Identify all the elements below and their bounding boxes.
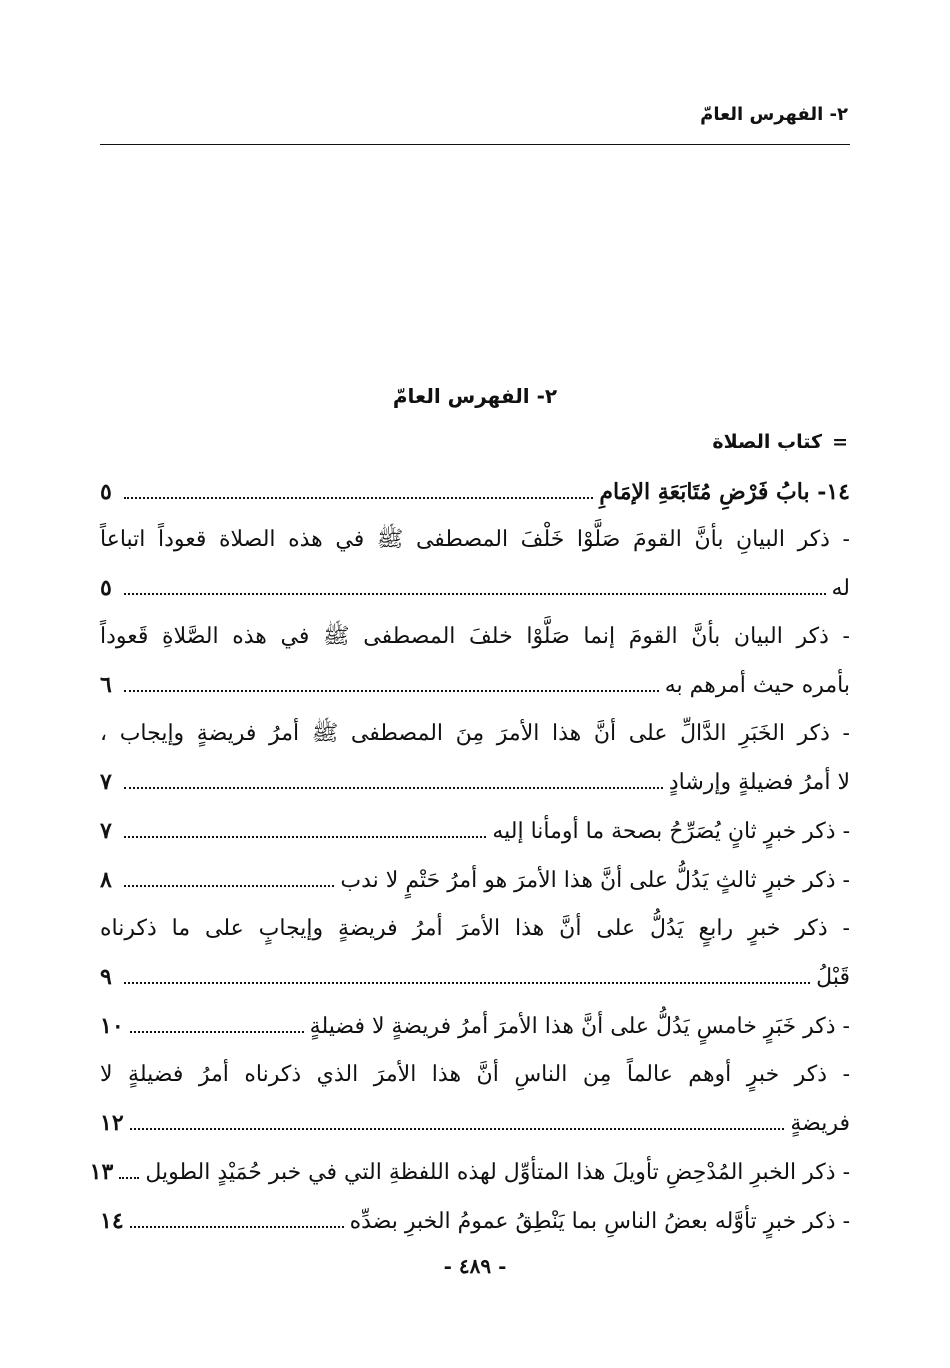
toc-entry-text: - ذكر خَبَرٍ خامسٍ يَدُلُّ على أنَّ هذا الأمرَ أمرُ فريضةٍ لا فضيلةٍ bbox=[309, 1014, 850, 1039]
toc-entry-text: ١٤- بابُ فَرْضِ مُتَابَعَةِ الإمَامِ bbox=[599, 479, 850, 505]
toc-page-number: ٧ bbox=[100, 769, 112, 795]
toc-entry-text: - ذكر البيان بأنَّ القومَ إنما صَلَّوْا خلفَ المصطفى ﷺ في هذه الصَّلاةِ قَعوداً bbox=[100, 624, 850, 649]
toc-entry-text: - ذكر خبرٍ تأوَّله بعضُ الناسِ بما يَنْطِقُ عمومُ الخبرِ بضدِّه bbox=[349, 1209, 850, 1234]
toc-entry[interactable] bbox=[100, 807, 850, 856]
toc-entry-continuation: فريضةٍ bbox=[790, 1111, 850, 1136]
book-heading-title: كتاب الصلاة bbox=[712, 431, 823, 453]
dot-leader bbox=[130, 1128, 785, 1130]
toc-entry-text: - ذكر الخَبَرِ الدَّالِّ على أنَّ هذا الأمرَ مِنَ المصطفى ﷺ أمرُ فريضةٍ وإيجاب ، bbox=[100, 721, 850, 746]
toc-entry-text: - ذكر البيانِ بأنَّ القومَ صَلَّوْا خَلْفَ المصطفى ﷺ في هذه الصلاة قعوداً اتباعاً bbox=[100, 527, 850, 552]
toc-entry-text: - ذكر خبرٍ أوهم عالماً مِن الناسِ أنَّ هذا الأمرَ الذي ذكرناه أمرُ فضيلةٍ لا bbox=[100, 1062, 851, 1087]
dot-leader bbox=[124, 593, 826, 595]
page-folio: - ٤٨٩ - bbox=[443, 1254, 507, 1278]
toc-page-number: ٨ bbox=[100, 867, 112, 893]
toc-entry-text: - ذكر خبرٍ رابعٍ يَدُلُّ على أنَّ هذا الأمرَ أمرُ فريضةٍ وإيجابٍ على ما ذكرناه bbox=[100, 916, 850, 941]
toc-entry-continuation: له bbox=[831, 576, 850, 601]
book-heading bbox=[712, 428, 848, 456]
toc-page-number: ٩ bbox=[100, 964, 112, 990]
toc-entry[interactable] bbox=[100, 613, 850, 710]
section-title: ٢- الفهرس العامّ bbox=[392, 384, 558, 408]
header-rule bbox=[100, 144, 850, 145]
toc-entry[interactable] bbox=[100, 1197, 850, 1246]
dot-leader bbox=[124, 787, 663, 789]
table-of-contents bbox=[89, 468, 851, 1246]
dot-leader bbox=[130, 1226, 344, 1228]
toc-page-number: ١٤ bbox=[100, 1208, 124, 1234]
toc-entry-text: - ذكر خبرٍ ثالثٍ يَدُلُّ على أنَّ هذا الأمرَ هو أمرُ حَتْمٍ لا ندب bbox=[340, 868, 850, 893]
dot-leader bbox=[124, 690, 659, 692]
dot-leader bbox=[119, 1177, 139, 1179]
toc-entry[interactable] bbox=[100, 468, 850, 516]
toc-page-number: ١٢ bbox=[100, 1110, 124, 1136]
toc-page-number: ١٠ bbox=[100, 1013, 124, 1039]
toc-entry[interactable] bbox=[100, 856, 850, 905]
dot-leader bbox=[124, 885, 334, 887]
toc-page-number: ٧ bbox=[100, 818, 112, 844]
toc-entry-text: - ذكر الخبرِ المُدْحِضِ تأويلَ هذا المتأوِّل لهذه اللفظةِ التي في خبر حُمَيْدٍ الطويل bbox=[145, 1160, 850, 1185]
book-heading-marker: = bbox=[832, 431, 848, 453]
toc-page-number: ٥ bbox=[100, 479, 112, 505]
toc-entry-text: - ذكر خبرٍ ثانٍ يُصَرِّحُ بصحة ما أومأنا إليه bbox=[492, 819, 850, 844]
toc-page-number: ٦ bbox=[100, 672, 112, 698]
dot-leader bbox=[124, 497, 593, 499]
toc-entry-continuation: لا أمرُ فضيلةٍ وإرشادٍ bbox=[668, 770, 850, 795]
dot-leader bbox=[124, 982, 810, 984]
toc-entry[interactable] bbox=[100, 905, 850, 1002]
dot-leader bbox=[124, 836, 486, 838]
toc-entry[interactable] bbox=[100, 1002, 850, 1051]
toc-entry[interactable] bbox=[100, 1051, 850, 1148]
toc-entry[interactable] bbox=[100, 710, 850, 807]
dot-leader bbox=[130, 1031, 304, 1033]
toc-entry-continuation: بأمره حيث أمرهم به bbox=[664, 673, 850, 698]
toc-entry[interactable] bbox=[89, 1148, 850, 1197]
toc-entry[interactable] bbox=[100, 516, 850, 613]
toc-page-number: ٥ bbox=[100, 575, 112, 601]
running-header: ٢- الفهرس العامّ bbox=[700, 104, 848, 125]
toc-page-number: ١٣ bbox=[89, 1159, 114, 1185]
toc-entry-continuation: قَبْلُ bbox=[816, 965, 850, 990]
